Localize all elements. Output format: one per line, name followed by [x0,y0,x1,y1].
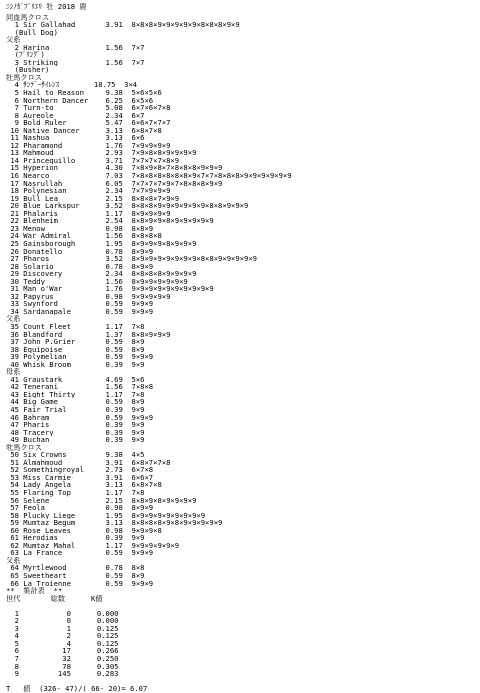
section-heading: 牝馬クロス [6,443,42,452]
cross-row: 62 Mumtaz Mahal 1.17 9×9×9×9×9×9 [6,541,180,550]
section-heading: 父系 [6,556,21,565]
cross-row: 55 Flaring Top 1.17 7×8 [6,489,145,497]
cross-row: 41 Graustark 4.69 5×6 [6,375,145,384]
cross-row: 56 Selene 2.15 8×8×9×8×9×9×9×9 [6,496,197,505]
section-heading: 父系 [6,36,21,44]
cross-row: 64 Myrtlewood 0.78 8×8 [6,564,145,573]
cross-row: 14 Princequillo 3.71 7×7×7×7×8×9 [6,156,180,165]
cross-row: 43 Eight Thirty 1.17 7×8 [6,390,145,399]
cross-row: 16 Nearco 7.03 7×8×8×8×8×8×8×9×7×7×8×8×8×9×9×9×9×9×9 [6,172,292,180]
totals-row: 9 145 0.283 [6,670,119,678]
totals-table [6,587,476,678]
cross-row: 25 Gainsborough 1.95 8×9×9×9×8×9×9×9 [6,239,197,248]
cross-row: 42 Tenerani 1.56 7×8×8 [6,383,154,391]
cross-row: 5 Hail to Reason 9.38 5×6×5×6 [6,89,162,97]
cross-row: 50 Six Crowns 9.38 4×5 [6,451,145,459]
totals-row: 7 32 0.250 [6,655,119,663]
cross-row: 48 Tracery 0.39 9×9 [6,428,145,437]
totals-rows [6,610,476,678]
cross-row: (ﾌﾞﾘﾝｸﾞ) [6,51,45,59]
cross-row: 49 Buchan 0.39 9×9 [6,436,145,444]
cross-row: 6 Northern Dancer 6.25 6×5×6 [6,96,154,105]
cross-row: 39 Polymelian 0.59 9×9×9 [6,353,154,361]
cross-row: 1 Sir Gallahad 3.91 8×8×8×9×9×9×9×9×8×8×8×9×9 [6,21,240,29]
cross-row: 22 Blenheim 2.54 8×8×9×9×8×9×9×9×9×9 [6,217,214,225]
section-heading: 牡馬クロス [6,73,42,82]
cross-row: 3 Striking 1.56 7×7 [6,58,145,67]
cross-row: 46 Bahram 0.59 9×9×9 [6,413,154,422]
cross-row: (Bull Dog) [6,28,58,37]
cross-row: 58 Plucky Liege 1.95 8×9×9×9×9×9×9×9×9 [6,511,206,520]
section-sire_line_3 [6,557,476,587]
cross-row: 11 Nashua 3.13 6×6 [6,134,145,142]
section-stallion_cross [6,74,476,316]
section-heading: 同血馬クロス [6,13,50,22]
cross-row: 10 Native Dancer 3.13 6×8×7×8 [6,126,162,135]
cross-row: 60 Rose Leaves 0.98 9×9×9×8 [6,526,162,535]
cross-row: 24 War Admiral 1.56 8×8×8×8 [6,232,162,240]
cross-row: 17 Nasrullah 6.05 7×7×7×7×9×7×8×8×8×9×9 [6,179,223,188]
cross-row: 8 Aureole 2.34 6×7 [6,111,145,120]
pedigree-report [6,3,476,693]
cross-row: 61 Herodias 0.39 9×9 [6,534,145,542]
cross-row: 36 Blandford 1.37 8×8×9×9×9 [6,330,171,339]
report-title: ﾆｼﾉｶﾞﾌﾞﾘｴﾘ 牡 2018 鹿 [6,3,87,11]
cross-row: 66 La Troienne 0.59 9×9×9 [6,579,154,588]
cross-row: 27 Pharos 3.52 8×9×9×9×9×9×9×9×8×8×9×9×9×9×9 [6,255,257,263]
cross-row: 4 ｻﾝﾃﾞｰｻｲﾚﾝｽ 18.75 3×4 [6,81,138,90]
cross-row: 44 Big Game 0.59 8×9 [6,398,145,406]
section-dam_sire_cross [6,14,476,37]
cross-row: 65 Sweetheart 0.59 8×9 [6,572,145,580]
cross-row: 52 Somethingroyal 2.73 6×7×8 [6,466,154,474]
totals-row: 3 1 0.125 [6,624,119,633]
cross-row: 12 Pharamond 1.76 7×9×9×9×9 [6,141,171,150]
cross-row: 21 Phalaris 1.17 8×9×9×9×9 [6,209,171,218]
cross-row: 23 Menow 0.98 8×8×9 [6,224,154,233]
section-dam_line [6,368,476,443]
cross-row: 9 Bold Ruler 5.47 6×6×7×7×7 [6,119,171,127]
cross-row: 34 Sardanapale 0.59 9×9×9 [6,307,154,316]
cross-row: 30 Teddy 1.56 8×9×9×9×9×9×9 [6,277,188,286]
cross-sections [6,14,476,588]
totals-row: 1 0 0.000 [6,609,119,618]
cross-row: 51 Almahmoud 3.91 6×8×7×7×8 [6,458,171,467]
cross-row: (Busher) [6,66,50,74]
t-value-line: T 値 (326- 47)/( 66- 20)= 6.07 [6,685,148,693]
cross-row: 47 Pharis 0.39 9×9 [6,421,145,429]
totals-row: 8 78 0.305 [6,662,119,671]
cross-row: 45 Fair Trial 0.39 9×9 [6,405,145,414]
section-heading: 父系 [6,315,21,323]
cross-row: 28 Solario 0.78 8×9×9 [6,262,154,271]
cross-row: 57 Feola 0.98 8×9×9 [6,504,154,512]
section-mare_cross [6,444,476,557]
cross-row: 32 Papyrus 0.98 9×9×9×9×9 [6,292,171,301]
cross-row: 19 Bull Lea 2.15 8×8×8×7×9×9 [6,194,180,203]
section-heading: 母系 [6,368,21,376]
cross-row: 26 Donatello 0.78 8×9×9 [6,247,154,256]
cross-row: 40 Whisk Broom 0.39 9×9 [6,360,145,369]
totals-row: 4 2 0.125 [6,632,119,640]
section-sire_line_2 [6,315,476,368]
cross-row: 54 Lady Angela 3.13 6×8×7×8 [6,481,162,489]
cross-row: 20 Blue Larkspur 3.52 8×8×8×9×9×9×9×9×9×8×8×9×9×9 [6,202,249,210]
totals-column-headers: 世代 総数 K値 [6,594,103,603]
cross-row: 35 Count Fleet 1.17 7×8 [6,322,145,331]
totals-row: 2 0 0.000 [6,617,119,625]
cross-row: 13 Mahmoud 2.93 7×9×8×8×9×9×9×9 [6,149,197,157]
cross-row: 29 Discovery 2.34 8×8×8×8×9×9×9×9 [6,270,197,278]
cross-row: 7 Turn-to 5.08 6×7×6×7×8 [6,104,171,112]
cross-row: 53 Miss Carmie 3.91 6×6×7 [6,473,154,482]
cross-row: 2 Harina 1.56 7×7 [6,43,145,52]
cross-row: 33 Swynford 0.59 9×9×9 [6,300,154,308]
totals-row: 6 17 0.266 [6,647,119,656]
cross-row: 18 Polynesian 2.34 7×7×9×9×9 [6,187,171,195]
cross-row: 15 Hyperion 4.30 7×8×9×8×7×8×8×8×9×9×9 [6,164,223,173]
cross-row: 59 Mumtaz Begum 3.13 8×8×8×8×9×8×9×9×9×9×9 [6,519,223,527]
cross-row: 31 Man o'War 1.76 9×9×9×9×9×9×9×9×9×9 [6,285,214,293]
cross-row: 38 Equipoise 0.59 8×9 [6,345,145,354]
section-sire_line_1 [6,36,476,74]
cross-row: 63 La France 0.59 9×9×9 [6,549,154,557]
cross-row: 37 John P.Grier 0.59 8×9 [6,338,145,346]
totals-heading: ** 集計表 ** [6,587,63,595]
totals-row: 5 4 0.125 [6,639,119,648]
